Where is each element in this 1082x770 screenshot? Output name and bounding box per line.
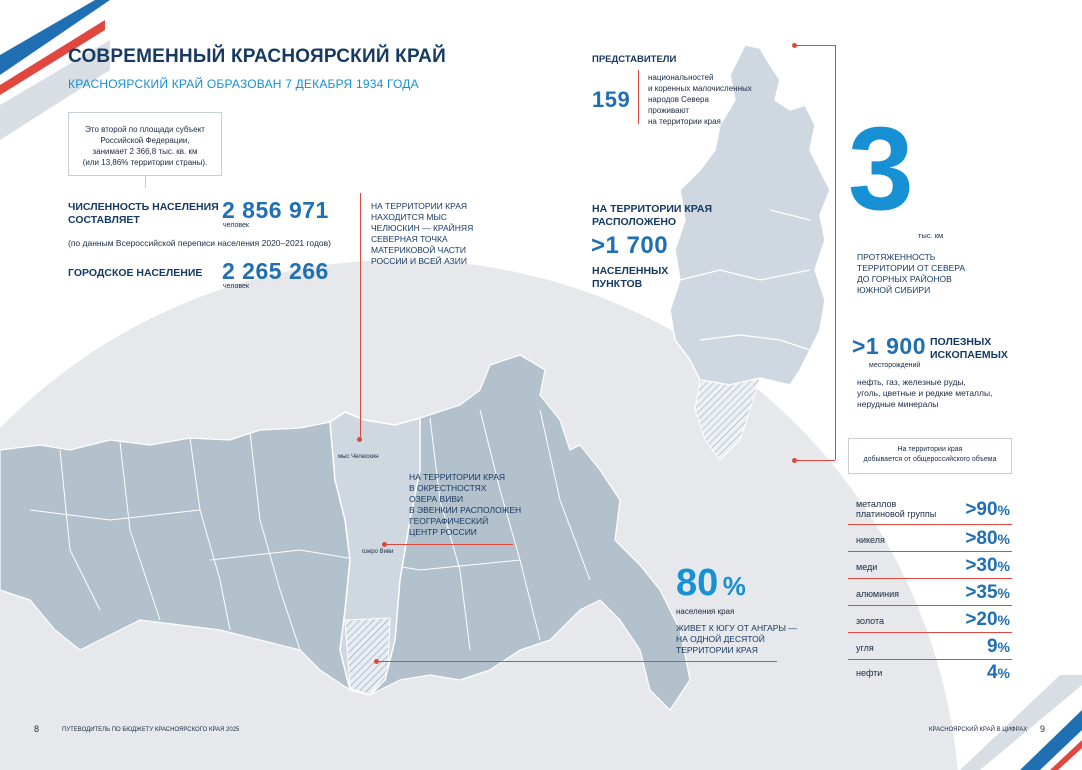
- vivi-line: ГЕОГРАФИЧЕСКИЙ: [409, 516, 489, 526]
- area-line-4: (или 13,86% территории страны).: [82, 158, 208, 167]
- south-pointer-line: [377, 661, 777, 662]
- vivi-line: В ЭВЕНКИИ РАСПОЛОЖЕН: [409, 505, 522, 515]
- mineral-value-pct: %: [997, 502, 1010, 518]
- south-marker: [374, 659, 379, 664]
- settlements-line-4: ПУНКТОВ: [592, 278, 643, 290]
- representatives-line: проживают: [648, 106, 690, 115]
- settlements-value: >1 700: [591, 232, 669, 259]
- share-info-box: [848, 438, 1012, 474]
- representatives-label: ПРЕДСТАВИТЕЛИ: [592, 54, 677, 65]
- mineral-value: [987, 662, 1010, 684]
- mineral-value-pct: %: [997, 665, 1010, 681]
- mineral-name-line: металлов: [856, 499, 897, 509]
- mineral-row: [848, 527, 1012, 552]
- mineral-value: [965, 582, 1010, 604]
- south-share-text: [676, 623, 797, 656]
- mineral-name-line: никеля: [856, 535, 885, 545]
- urban-population-unit: человек: [223, 283, 249, 290]
- area-info-box: [68, 112, 222, 176]
- mineral-name: [856, 616, 884, 626]
- mineral-value-pct: %: [997, 531, 1010, 547]
- mineral-name: [856, 499, 936, 519]
- footer-right-text: КРАСНОЯРСКИЙ КРАЙ В ЦИФРАХ: [929, 727, 1028, 733]
- mineral-value-pct: %: [997, 558, 1010, 574]
- area-line-1: Это второй по площади субъект: [85, 125, 205, 134]
- south-share-unit: населения края: [676, 607, 735, 616]
- representatives-line: на территории края: [648, 117, 721, 126]
- chelyuskin-pointer-line: [360, 193, 361, 438]
- mineral-name-line: меди: [856, 562, 878, 572]
- chelyuskin-line: НА ТЕРРИТОРИИ КРАЯ: [371, 201, 468, 211]
- deposits-line: нефть, газ, железные руды,: [857, 377, 966, 387]
- mineral-name: [856, 535, 885, 545]
- mineral-name: [856, 643, 874, 653]
- vivi-marker: [382, 542, 387, 547]
- mineral-row: [848, 581, 1012, 606]
- chelyuskin-line: ЧЕЛЮСКИН — КРАЙНЯЯ: [371, 223, 474, 233]
- length-value: 3: [848, 103, 914, 235]
- mineral-name-line: угля: [856, 643, 874, 653]
- deposits-line: нерудные минералы: [857, 399, 939, 409]
- deposits-line: уголь, цветные и редкие металлы,: [857, 388, 993, 398]
- settlements-label-bottom: [592, 265, 668, 291]
- deposits-value: >1 900: [852, 333, 926, 359]
- deposits-label-line-2: ИСКОПАЕМЫХ: [930, 349, 1008, 361]
- page-number-left: 8: [34, 724, 40, 734]
- mineral-row: [848, 608, 1012, 633]
- representatives-line: и коренных малочисленных: [648, 84, 752, 93]
- representatives-line: народов Севера: [648, 95, 709, 104]
- deposits-label: [930, 336, 1008, 362]
- region-bracket-vertical: [835, 45, 836, 460]
- footer-left-text: ПУТЕВОДИТЕЛЬ ПО БЮДЖЕТУ КРАСНОЯРСКОГО КРАЯ 2025: [62, 727, 240, 733]
- representatives-divider: [638, 70, 639, 124]
- mineral-value: [987, 636, 1010, 658]
- length-line: ЮЖНОЙ СИБИРИ: [857, 285, 931, 295]
- settlements-line-3: НАСЕЛЕННЫХ: [592, 265, 669, 277]
- mineral-value-pct: %: [997, 639, 1010, 655]
- area-box-connector: [145, 176, 146, 188]
- mineral-row: [848, 496, 1012, 525]
- mineral-name-line: золота: [856, 616, 885, 626]
- mineral-value-number: 9: [986, 636, 998, 657]
- south-share-value: [676, 562, 746, 605]
- urban-population-value: 2 265 266: [222, 258, 329, 284]
- settlements-line-2: РАСПОЛОЖЕНО: [592, 216, 677, 228]
- mineral-name: [856, 589, 899, 599]
- vivi-line: ЦЕНТР РОССИИ: [409, 527, 477, 537]
- length-text: [857, 252, 965, 296]
- mineral-value-pct: %: [997, 612, 1010, 628]
- length-unit: тыс. км: [918, 231, 944, 240]
- mineral-name-line: алюминия: [856, 589, 899, 599]
- area-line-3: занимает 2 366,8 тыс. кв. км: [92, 147, 198, 156]
- vivi-line: В ОКРЕСТНОСТЯХ: [409, 483, 487, 493]
- mineral-value-number: 4: [986, 662, 998, 683]
- chelyuskin-line: МАТЕРИКОВОЙ ЧАСТИ: [371, 245, 466, 255]
- vivi-pointer-line: [385, 544, 513, 545]
- region-bracket-top: [795, 45, 835, 46]
- south-line: ТЕРРИТОРИИ КРАЯ: [676, 645, 758, 655]
- mineral-value-number: >35: [965, 582, 998, 603]
- length-line: ТЕРРИТОРИИ ОТ СЕВЕРА: [857, 263, 966, 273]
- settlements-label-top: [592, 203, 712, 229]
- page-number-right: 9: [1040, 724, 1046, 734]
- population-value: 2 856 971: [222, 197, 329, 223]
- page-title: СОВРЕМЕННЫЙ КРАСНОЯРСКИЙ КРАЙ: [68, 46, 446, 67]
- mineral-value: [965, 555, 1010, 577]
- mineral-row: [848, 554, 1012, 579]
- south-line: НА ОДНОЙ ДЕСЯТОЙ: [676, 634, 765, 644]
- region-bracket-bottom: [795, 460, 835, 461]
- mineral-row: [848, 635, 1012, 660]
- mineral-value: [965, 499, 1010, 521]
- vivi-map-label: озеро Виви: [362, 549, 394, 555]
- mineral-value-number: >80: [965, 528, 998, 549]
- russia-map: [0, 350, 700, 720]
- vivi-line: ОЗЕРА ВИВИ: [409, 494, 464, 504]
- mineral-name-line: нефти: [856, 668, 883, 678]
- mineral-name: [856, 668, 882, 678]
- population-unit: человек: [223, 222, 249, 229]
- chelyuskin-map-label: мыс Челюскин: [338, 454, 379, 460]
- population-label-line-1: ЧИСЛЕННОСТЬ НАСЕЛЕНИЯ: [68, 201, 219, 213]
- mineral-value-number: >20: [965, 609, 998, 630]
- population-note: (по данным Всероссийской переписи населения 2020–2021 годов): [68, 238, 332, 248]
- chelyuskin-line: РОССИИ И ВСЕЙ АЗИИ: [371, 256, 468, 266]
- mineral-value-pct: %: [997, 585, 1010, 601]
- chelyuskin-text: [371, 201, 473, 267]
- area-line-2: Российской Федерации,: [100, 136, 190, 145]
- region-bracket-top-marker: [792, 43, 797, 48]
- deposits-unit: месторождений: [869, 362, 921, 369]
- chelyuskin-line: НАХОДИТСЯ МЫС: [371, 212, 448, 222]
- length-line: ПРОТЯЖЕННОСТЬ: [857, 252, 936, 262]
- representatives-text: [648, 72, 752, 127]
- south-share-pct: %: [722, 571, 746, 601]
- length-line: ДО ГОРНЫХ РАЙОНОВ: [857, 274, 952, 284]
- mineral-value-number: >90: [965, 499, 998, 520]
- deposits-text: [857, 377, 992, 410]
- vivi-line: НА ТЕРРИТОРИИ КРАЯ: [409, 472, 506, 482]
- south-share-number: 80: [676, 562, 719, 604]
- settlements-line-1: НА ТЕРРИТОРИИ КРАЯ: [592, 203, 713, 215]
- south-line: ЖИВЕТ К ЮГУ ОТ АНГАРЫ —: [676, 623, 797, 633]
- region-bracket-bottom-marker: [792, 458, 797, 463]
- mineral-value: [965, 528, 1010, 550]
- mineral-name-line: платиновой группы: [856, 509, 937, 519]
- chelyuskin-marker: [357, 437, 362, 442]
- page-subtitle: КРАСНОЯРСКИЙ КРАЙ ОБРАЗОВАН 7 ДЕКАБРЯ 1934 ГОДА: [68, 77, 419, 91]
- mineral-name: [856, 562, 877, 572]
- chelyuskin-line: СЕВЕРНАЯ ТОЧКА: [371, 234, 448, 244]
- deposits-label-line-1: ПОЛЕЗНЫХ: [930, 336, 992, 348]
- population-label-line-2: СОСТАВЛЯЕТ: [68, 214, 140, 226]
- urban-population-label: ГОРОДСКОЕ НАСЕЛЕНИЕ: [68, 267, 203, 279]
- representatives-value: 159: [592, 87, 631, 112]
- share-line-2: добывается от общероссийского объема: [863, 456, 997, 463]
- mineral-value-number: >30: [965, 555, 998, 576]
- population-label: [68, 201, 219, 227]
- mineral-row: [848, 662, 1012, 686]
- vivi-text: [409, 472, 521, 538]
- representatives-line: национальностей: [648, 73, 714, 82]
- mineral-value: [965, 609, 1010, 631]
- share-line-1: На территории края: [897, 446, 963, 453]
